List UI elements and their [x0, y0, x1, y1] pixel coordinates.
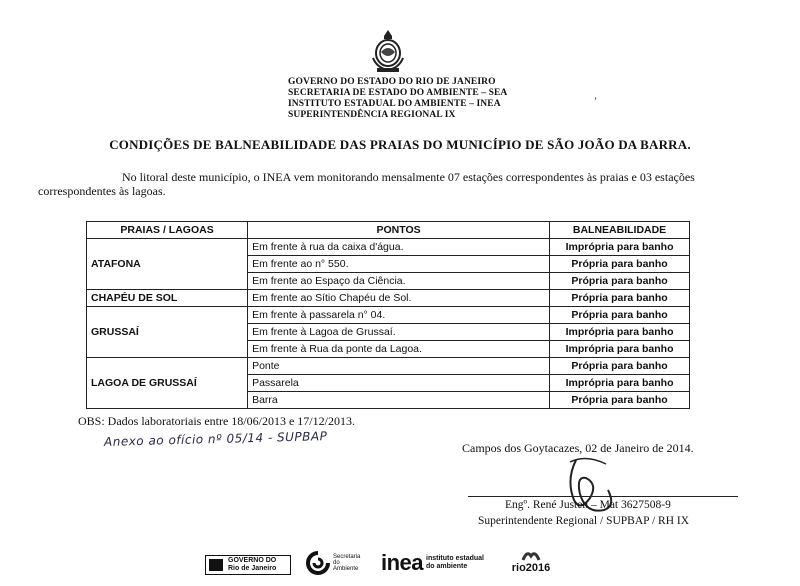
point-cell: Em frente à Lagoa de Grussaí.	[248, 324, 550, 341]
table-row	[87, 290, 690, 307]
place-chapeu-de-sol: CHAPÉU DE SOL	[87, 290, 248, 307]
inea-subtitle-line-1: instituto estadual	[426, 555, 484, 562]
header-line-superintendency: SUPERINTENDÊNCIA REGIONAL IX	[288, 110, 456, 120]
handwritten-annotation: Anexo ao ofício nº 05/14 - SUPBAP	[103, 429, 328, 449]
place-atafona: ATAFONA	[87, 239, 248, 290]
status-cell: Imprópria para banho	[550, 239, 690, 256]
point-cell: Em frente ao Sítio Chapéu de Sol.	[248, 290, 550, 307]
status-cell: Imprópria para banho	[550, 341, 690, 358]
status-cell: Própria para banho	[550, 307, 690, 324]
balneability-table	[86, 221, 690, 409]
point-cell: Em frente ao n° 550.	[248, 256, 550, 273]
observation-note: OBS: Dados laboratoriais entre 18/06/2013 e 17/12/2013.	[78, 414, 355, 428]
rj-logo-top-text: GOVERNO DO	[228, 557, 277, 564]
header-line-government: GOVERNO DO ESTADO DO RIO DE JANEIRO	[288, 77, 496, 87]
signer-name: Engº. René Justen – Mat 3627508-9	[505, 499, 671, 511]
inea-subtitle	[426, 555, 484, 571]
sea-logo-text: Secretaria do Ambiente	[333, 554, 361, 572]
table-row	[87, 239, 690, 256]
stray-mark: ʼ	[594, 96, 597, 106]
header-line-secretariat: SECRETARIA DE ESTADO DO AMBIENTE – SEA	[288, 88, 508, 98]
document-title: CONDIÇÕES DE BALNEABILIDADE DAS PRAIAS DO MUNICÍPIO DE SÃO JOÃO DA BARRA.	[109, 137, 691, 152]
date-line: Campos dos Goytacazes, 02 de Janeiro de 2014.	[462, 441, 694, 455]
rio-de-janeiro-government-logo	[205, 555, 291, 575]
column-header-balneability: BALNEABILIDADE	[550, 222, 690, 239]
sea-swirl-icon	[305, 550, 331, 576]
point-cell: Em frente à passarela n° 04.	[248, 307, 550, 324]
column-header-points: PONTOS	[248, 222, 550, 239]
rj-emblem-icon	[209, 559, 223, 571]
sea-logo	[305, 548, 365, 578]
status-cell: Própria para banho	[550, 256, 690, 273]
point-cell: Em frente à rua da caixa d'água.	[248, 239, 550, 256]
point-cell: Passarela	[248, 375, 550, 392]
status-cell: Própria para banho	[550, 358, 690, 375]
rio2016-logo	[511, 548, 551, 578]
status-cell: Própria para banho	[550, 290, 690, 307]
table-row	[87, 358, 690, 375]
point-cell: Em frente à Rua da ponte da Lagoa.	[248, 341, 550, 358]
header-line-institute: INSTITUTO ESTADUAL DO AMBIENTE – INEA	[288, 99, 501, 109]
signature-line	[468, 496, 738, 497]
status-cell: Imprópria para banho	[550, 324, 690, 341]
inea-logo	[381, 548, 501, 578]
intro-paragraph: No litoral deste município, o INEA vem monitorando mensalmente 07 estações correspondentes às praias e 03 estações correspondentes às lagoas.	[38, 170, 695, 198]
footer-logos	[205, 548, 565, 582]
point-cell: Em frente ao Espaço da Ciência.	[248, 273, 550, 290]
inea-wordmark: inea	[381, 550, 424, 575]
government-header	[288, 77, 507, 121]
status-cell: Própria para banho	[550, 392, 690, 409]
place-grussai: GRUSSAÍ	[87, 307, 248, 358]
status-cell: Imprópria para banho	[550, 375, 690, 392]
table-row	[87, 307, 690, 324]
status-cell: Própria para banho	[550, 273, 690, 290]
table-header-row	[87, 222, 690, 239]
state-seal-emblem	[369, 28, 407, 74]
place-lagoa-de-grussai: LAGOA DE GRUSSAÍ	[87, 358, 248, 409]
rj-logo-bottom-text: Rio de Janeiro	[228, 565, 277, 572]
signer-role: Superintendente Regional / SUPBAP / RH IX	[478, 515, 690, 527]
inea-subtitle-line-2: do ambiente	[426, 563, 468, 570]
rio2016-figures-icon	[521, 548, 541, 562]
point-cell: Barra	[248, 392, 550, 409]
rio2016-text: rio2016	[511, 562, 551, 574]
point-cell: Ponte	[248, 358, 550, 375]
column-header-places: PRAIAS / LAGOAS	[87, 222, 248, 239]
